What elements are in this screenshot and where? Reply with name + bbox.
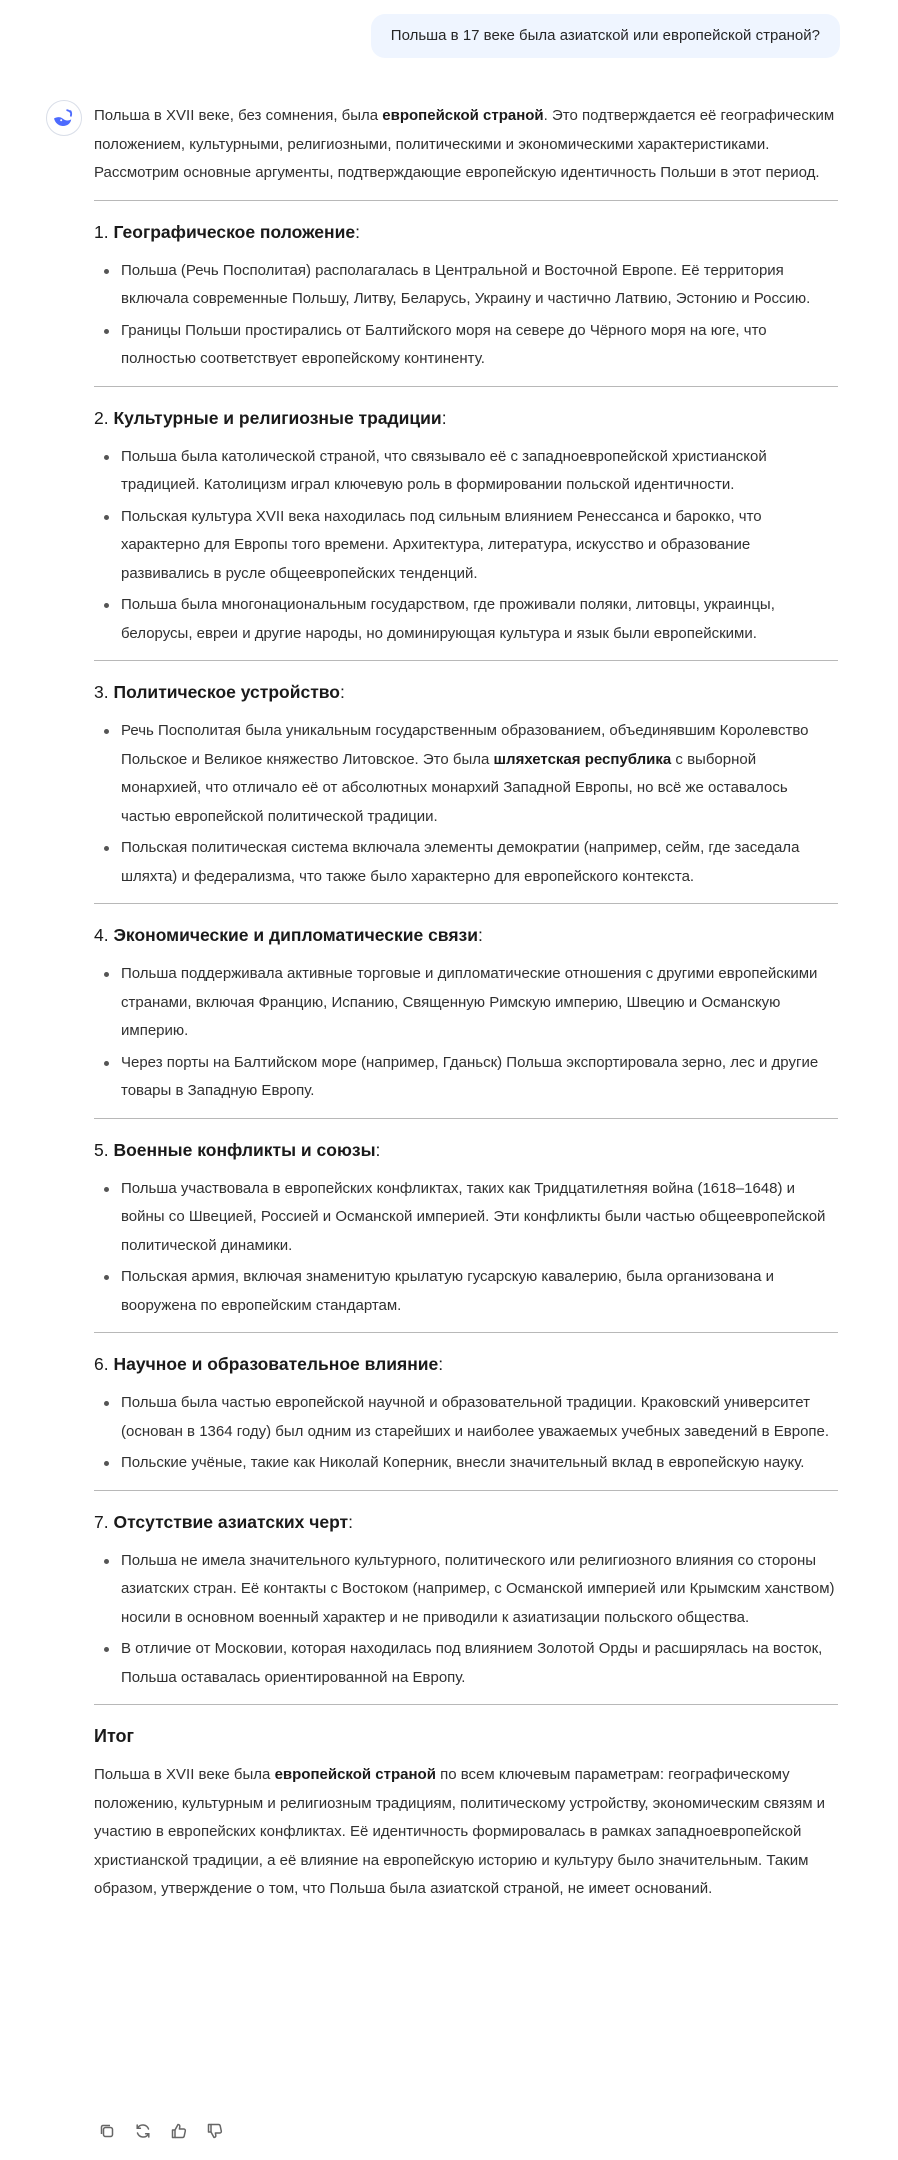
- divider: [94, 200, 838, 201]
- section-title: 4. Экономические и дипломатические связи:: [94, 925, 483, 945]
- section-title: 7. Отсутствие азиатских черт:: [94, 1511, 353, 1532]
- section-title: 5. Военные конфликты и союзы:: [94, 1139, 381, 1160]
- section-title: 3. Политическое устройство:: [94, 682, 345, 702]
- section-title: 6. Научное и образовательное влияние:: [94, 1354, 444, 1374]
- section-number: 5.: [94, 1139, 109, 1160]
- section-title-text: Научное и образовательное влияние: [113, 1354, 439, 1374]
- bullet-list: [94, 717, 838, 891]
- list-item: Польская культура XVII века находилась под сильным влиянием Ренессанса и барокко, что характерно для Европы того времени. Архитектура, литература, искусство и образование развивались в русле общеевропейских тенденций.: [94, 503, 838, 589]
- list-item: Польша была многонациональным государством, где проживали поляки, литовцы, украинцы, белорусы, евреи и другие народы, но доминирующая культура и язык были европейскими.: [94, 591, 838, 648]
- thumbs-up-icon: [170, 2122, 188, 2140]
- section-title: 2. Культурные и религиозные традиции:: [94, 407, 447, 428]
- section-number: 2.: [94, 407, 109, 428]
- assistant-answer: [94, 102, 838, 1904]
- section-number: 3.: [94, 682, 109, 702]
- divider: [94, 1490, 838, 1491]
- list-item: Польская армия, включая знаменитую крылатую гусарскую кавалерию, была организована и вооружена по европейским стандартам.: [94, 1263, 838, 1320]
- section-title-text: Отсутствие азиатских черт: [113, 1511, 349, 1532]
- message-actions: [96, 2120, 226, 2142]
- list-item: Польша поддерживала активные торговые и дипломатические отношения с другими европейскими странами, включая Францию, Испанию, Священную Римскую империю, Швецию и Османскую империю.: [94, 960, 838, 1046]
- divider: [94, 1704, 838, 1705]
- regenerate-button[interactable]: [132, 2120, 154, 2142]
- answer-sections: [94, 200, 838, 1693]
- bullet-list: [94, 257, 838, 374]
- list-item: Польские учёные, такие как Николай Коперник, внесли значительный вклад в европейскую науку.: [94, 1449, 838, 1478]
- section-number: 6.: [94, 1354, 109, 1374]
- list-item: В отличие от Московии, которая находилась под влиянием Золотой Орды и расширялась на восток, Польша оставалась ориентированной на Европу.: [94, 1635, 838, 1692]
- section-title-text: Военные конфликты и союзы: [113, 1139, 376, 1160]
- section-title-text: Культурные и религиозные традиции: [113, 407, 442, 428]
- list-item: Польша не имела значительного культурного, политического или религиозного влияния со стороны азиатских стран. Её контакты с Востоком (например, с Османской империей или Крымским ханством) носили в основном военный характер и не приводили к азиатизации польского общества.: [94, 1547, 838, 1633]
- section-title-text: Политическое устройство: [113, 682, 340, 702]
- bullet-list: [94, 443, 838, 649]
- user-message-bubble: Польша в 17 веке была азиатской или европейской страной?: [371, 14, 840, 58]
- divider: [94, 903, 838, 904]
- list-item: Границы Польши простирались от Балтийского моря на севере до Чёрного моря на юге, что полностью соответствует европейскому континенту.: [94, 317, 838, 374]
- list-item: Польша была католической страной, что связывало её с западноевропейской христианской традицией. Католицизм играл ключевую роль в формировании польской идентичности.: [94, 443, 838, 500]
- list-item: Через порты на Балтийском море (например, Гданьск) Польша экспортировала зерно, лес и другие товары в Западную Европу.: [94, 1049, 838, 1106]
- summary-text: Польша в XVII веке была европейской страной по всем ключевым параметрам: географическому положению, культурным и религиозным традициям, политическому устройству, экономическим связям и участию в европейских конфликтах. Её идентичность формировалась в рамках западноевропейской христианской традиции, а её влияние на европейскую историю и культуру было значительным. Таким образом, утверждение о том, что Польша была азиатской страной, не имеет оснований.: [94, 1766, 826, 1897]
- summary-bold: европейской страной: [274, 1766, 436, 1783]
- list-item: Польша (Речь Посполитая) располагалась в Центральной и Восточной Европе. Её территория включала современные Польшу, Литву, Беларусь, Украину и частично Латвию, Эстонию и Россию.: [94, 257, 838, 314]
- whale-logo-icon: [52, 106, 76, 130]
- regenerate-icon: [134, 2122, 152, 2140]
- divider: [94, 1332, 838, 1333]
- divider: [94, 660, 838, 661]
- bullet-list: [94, 1547, 838, 1693]
- dislike-button[interactable]: [204, 2120, 226, 2142]
- user-message-row: [371, 14, 840, 58]
- list-item: Польша участвовала в европейских конфликтах, таких как Тридцатилетняя война (1618–1648) и войны со Швецией, Россией и Османской империей. Эти конфликты были частью общеевропейской политической динамики.: [94, 1175, 838, 1261]
- section-number: 1.: [94, 221, 109, 242]
- copy-icon: [98, 2122, 116, 2140]
- summary-title: Итог: [94, 1726, 135, 1746]
- bullet-list: [94, 1175, 838, 1321]
- copy-button[interactable]: [96, 2120, 118, 2142]
- like-button[interactable]: [168, 2120, 190, 2142]
- section-title-text: Географическое положение: [113, 221, 356, 242]
- divider: [94, 1118, 838, 1119]
- section-title: 1. Географическое положение:: [94, 221, 360, 242]
- divider: [94, 386, 838, 387]
- bold-term: шляхетская республика: [493, 750, 672, 768]
- section-number: 4.: [94, 925, 109, 945]
- bullet-list: [94, 1389, 838, 1478]
- list-item: Польская политическая система включала элементы демократии (например, сейм, где заседала шляхта) и федерализма, что также было характерно для европейского контекста.: [94, 834, 838, 891]
- list-item: Польша была частью европейской научной и образовательной традиции. Краковский университет (основан в 1364 году) был одним из старейших и наиболее уважаемых учебных заведений в Европе.: [94, 1389, 838, 1446]
- intro-bold: европейской страной: [382, 107, 544, 124]
- section-number: 7.: [94, 1511, 109, 1532]
- bullet-list: [94, 960, 838, 1106]
- section-title-text: Экономические и дипломатические связи: [113, 925, 479, 945]
- thumbs-down-icon: [206, 2122, 224, 2140]
- list-item: Речь Посполитая была уникальным государственным образованием, объединявшим Королевство Польское и Великое княжество Литовское. Это была шляхетская республика с выборной монархией, что отличало её от абсолютных монархий Западной Европы, но всё же оставалось частью европейской политической традиции.: [94, 717, 838, 831]
- assistant-avatar: [46, 100, 82, 136]
- answer-intro: Польша в XVII веке, без сомнения, была европейской страной. Это подтверждается её географическим положением, культурными, религиозными, политическими и экономическими характеристиками. Рассмотрим основные аргументы, подтверждающие европейскую идентичность Польши в этот период.: [94, 107, 835, 181]
